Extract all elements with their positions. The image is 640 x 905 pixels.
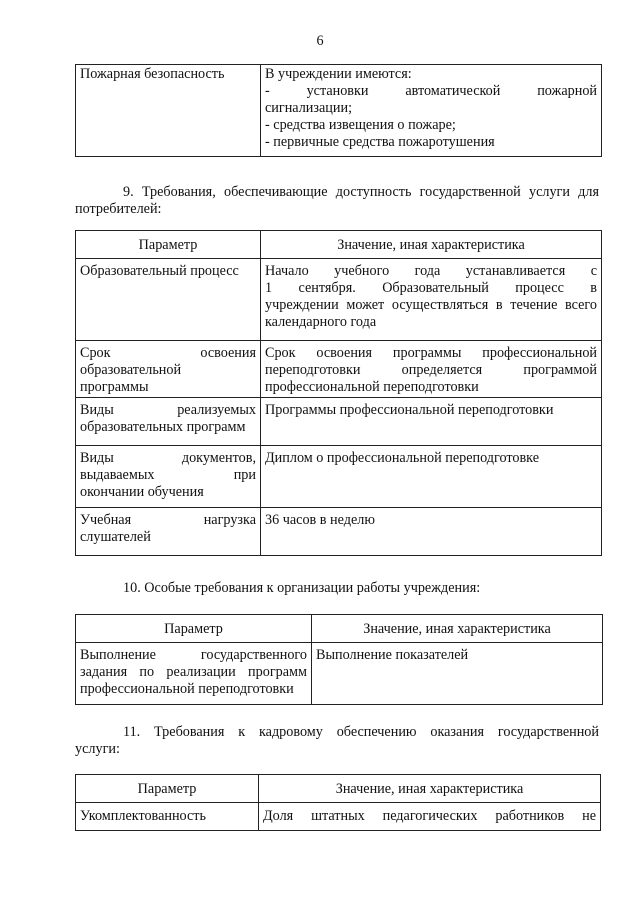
param-line: Виды документов, bbox=[80, 450, 256, 466]
value-cell bbox=[261, 508, 602, 556]
value-line: Диплом о профессиональной переподготовке bbox=[265, 450, 540, 466]
value-line: Программы профессиональной переподготовки bbox=[265, 402, 554, 418]
value-line: учреждении может осуществляться в течение всего bbox=[265, 297, 597, 313]
param-cell bbox=[76, 803, 259, 831]
value-line: сигнализации; bbox=[265, 100, 353, 116]
value-cell bbox=[261, 398, 602, 446]
param-line: Виды реализуемых bbox=[80, 402, 256, 418]
heading-line: 9. Требования, обеспечивающие доступность государственной услуги для bbox=[123, 184, 599, 200]
param-line: выдаваемых при bbox=[80, 467, 256, 483]
table-row bbox=[76, 446, 602, 508]
header-value: Значение, иная характеристика bbox=[259, 775, 601, 803]
value-line: - средства извещения о пожаре; bbox=[265, 117, 456, 133]
param-cell bbox=[76, 65, 261, 157]
value-line: 36 часов в неделю bbox=[265, 512, 375, 528]
param-line: Учебная нагрузка bbox=[80, 512, 256, 528]
header-param: Параметр bbox=[76, 231, 261, 259]
param-line: образовательной bbox=[80, 362, 182, 378]
param-line: профессиональной переподготовки bbox=[80, 681, 294, 697]
param-line: Образовательный процесс bbox=[80, 263, 239, 279]
value-line: Доля штатных педагогических работников не bbox=[263, 808, 596, 824]
table-row bbox=[76, 643, 603, 705]
param-cell bbox=[76, 643, 312, 705]
param-line: программы bbox=[80, 379, 149, 395]
value-cell bbox=[261, 65, 602, 157]
value-line: - установки автоматической пожарной bbox=[265, 83, 597, 99]
table-row bbox=[76, 259, 602, 341]
value-line: В учреждении имеются: bbox=[265, 66, 412, 82]
param-line: Срок освоения bbox=[80, 345, 256, 361]
value-line: Выполнение показателей bbox=[316, 647, 469, 663]
value-line: календарного года bbox=[265, 314, 377, 330]
value-line: Срок освоения программы профессиональной bbox=[265, 345, 597, 361]
section-10-heading bbox=[75, 580, 599, 597]
param-line: слушателей bbox=[80, 529, 151, 545]
param-cell bbox=[76, 398, 261, 446]
section-11-heading bbox=[75, 724, 599, 758]
fire-safety-table bbox=[75, 64, 602, 157]
header-value: Значение, иная характеристика bbox=[312, 615, 603, 643]
table-row bbox=[76, 341, 602, 398]
accessibility-table bbox=[75, 230, 602, 556]
heading-line: услуги: bbox=[75, 741, 120, 757]
heading-line: потребителей: bbox=[75, 201, 162, 217]
value-line: Начало учебного года устанавливается с bbox=[265, 263, 597, 279]
section-9-heading bbox=[75, 184, 599, 218]
header-value: Значение, иная характеристика bbox=[261, 231, 602, 259]
param-line: образовательных программ bbox=[80, 419, 246, 435]
table-row bbox=[76, 65, 602, 157]
organization-table bbox=[75, 614, 603, 705]
value-cell bbox=[312, 643, 603, 705]
param-cell bbox=[76, 508, 261, 556]
value-cell bbox=[259, 803, 601, 831]
table-header-row bbox=[76, 775, 601, 803]
header-param: Параметр bbox=[76, 615, 312, 643]
staffing-table bbox=[75, 774, 601, 831]
param-line: Выполнение государственного bbox=[80, 647, 307, 663]
param-text: Пожарная безопасность bbox=[80, 66, 225, 82]
param-cell bbox=[76, 259, 261, 341]
value-line: переподготовки определяется программой bbox=[265, 362, 597, 378]
table-row bbox=[76, 398, 602, 446]
value-cell bbox=[261, 341, 602, 398]
param-line: задания по реализации программ bbox=[80, 664, 307, 680]
table-row bbox=[76, 508, 602, 556]
value-line: 1 сентября. Образовательный процесс в bbox=[265, 280, 597, 296]
param-line: окончании обучения bbox=[80, 484, 204, 500]
value-cell bbox=[261, 259, 602, 341]
param-line: Укомплектованность bbox=[80, 808, 206, 824]
page-number: 6 bbox=[316, 33, 324, 49]
param-cell bbox=[76, 341, 261, 398]
table-header-row bbox=[76, 231, 602, 259]
param-cell bbox=[76, 446, 261, 508]
value-line: профессиональной переподготовки bbox=[265, 379, 479, 395]
value-line: - первичные средства пожаротушения bbox=[265, 134, 495, 150]
value-cell bbox=[261, 446, 602, 508]
table-row bbox=[76, 803, 601, 831]
header-param: Параметр bbox=[76, 775, 259, 803]
table-header-row bbox=[76, 615, 603, 643]
heading-line: 11. Требования к кадровому обеспечению оказания государственной bbox=[123, 724, 599, 740]
heading-line: 10. Особые требования к организации работы учреждения: bbox=[123, 580, 481, 596]
